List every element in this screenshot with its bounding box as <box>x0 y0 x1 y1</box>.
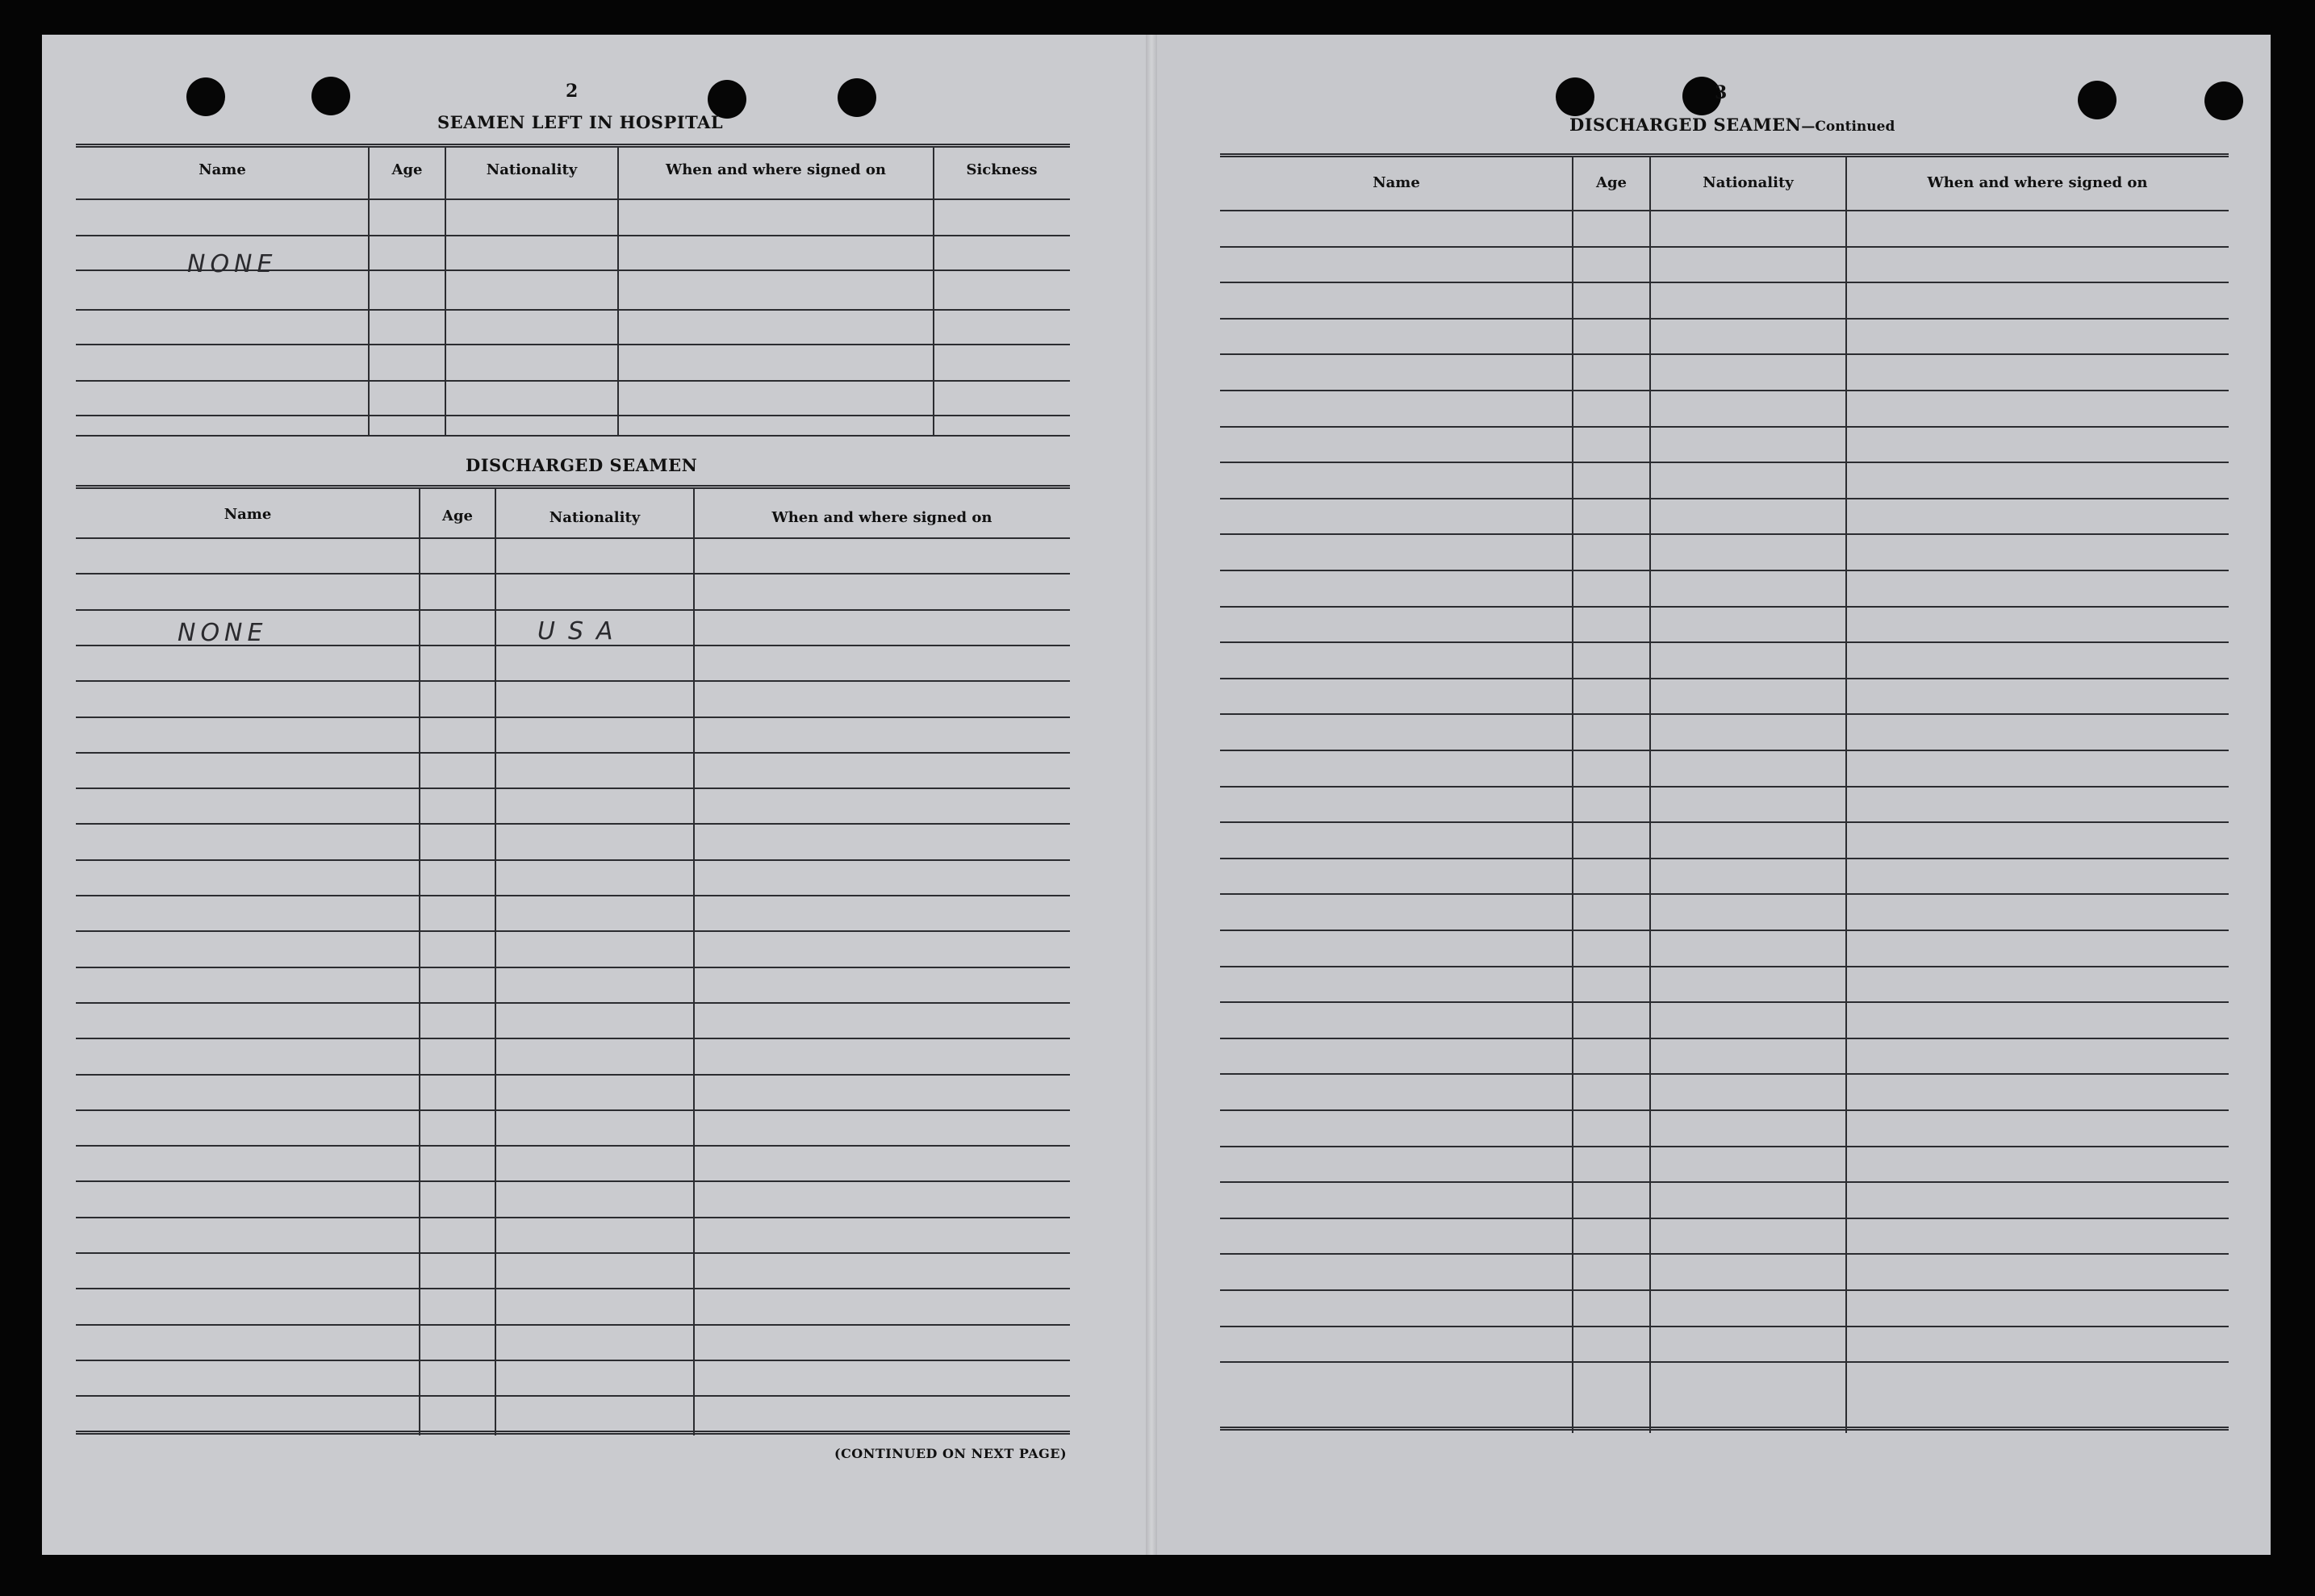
table-row-line <box>1220 498 2229 499</box>
table-row-line <box>76 1360 1070 1361</box>
punch-hole <box>311 77 350 115</box>
table-row-line <box>1220 462 2229 463</box>
table-row-line <box>1220 786 2229 788</box>
column-header-name: Name <box>198 161 246 178</box>
table-row-line <box>1220 570 2229 571</box>
punch-hole <box>1556 77 1594 116</box>
table-row-line <box>1220 1289 2229 1291</box>
table-row-line <box>76 573 1070 574</box>
table-row-line <box>1220 1181 2229 1183</box>
column-header-age: Age <box>391 161 423 178</box>
table-row-line <box>76 1217 1070 1218</box>
page-number-right: 3 <box>1715 82 1728 103</box>
table-bottom-rule <box>76 1431 1070 1435</box>
table-row-line <box>76 1324 1070 1326</box>
table-row-line <box>76 1180 1070 1182</box>
column-header-signed-on: When and where signed on <box>1927 174 2148 191</box>
column-header-sickness: Sickness <box>966 161 1038 178</box>
column-header-age: Age <box>441 508 473 524</box>
column-header-nationality: Nationality <box>486 161 578 178</box>
table-row-line <box>1220 966 2229 967</box>
discharged-section-title: DISCHARGED SEAMEN <box>466 455 698 475</box>
punch-hole <box>2204 81 2243 120</box>
table-row-line <box>1220 713 2229 715</box>
table-bottom-rule <box>1220 1427 2229 1431</box>
column-header-age: Age <box>1595 174 1627 191</box>
table-row-line <box>1220 1109 2229 1111</box>
table-row-line <box>76 967 1070 968</box>
punch-hole <box>2078 81 2117 119</box>
continued-suffix: —Continued <box>1801 119 1895 135</box>
table-row-line <box>76 1109 1070 1111</box>
table-row-line <box>1220 821 2229 823</box>
column-header-nationality: Nationality <box>1703 174 1794 191</box>
table-row-line <box>1220 1146 2229 1147</box>
table-row-line <box>1220 678 2229 679</box>
table-row-line <box>76 1288 1070 1289</box>
table-row-line <box>1220 1038 2229 1039</box>
discharged-entry-nationality: USA <box>537 617 626 646</box>
table-row-line <box>1220 1326 2229 1327</box>
discharged-table-left <box>76 485 1070 1439</box>
table-row-line <box>1220 1253 2229 1255</box>
column-header-name: Name <box>224 506 272 523</box>
table-row-line <box>1220 893 2229 895</box>
table-row-line <box>1220 1073 2229 1075</box>
table-row-line <box>76 609 1070 611</box>
continued-note: (CONTINUED ON NEXT PAGE) <box>834 1446 1068 1461</box>
table-row-line <box>1220 390 2229 391</box>
table-row-line <box>76 1145 1070 1147</box>
table-row-line <box>1220 930 2229 931</box>
table-row-line <box>1220 533 2229 535</box>
table-row-line <box>1220 1218 2229 1219</box>
discharged-continued-title-text: DISCHARGED SEAMEN <box>1569 115 1802 135</box>
table-row-line <box>1220 353 2229 355</box>
hospital-table <box>76 144 1070 437</box>
table-row-line <box>1220 1001 2229 1003</box>
table-row-line <box>76 930 1070 932</box>
table-row-line <box>76 537 1070 539</box>
table-row-line <box>76 1395 1070 1397</box>
table-row-line <box>1220 641 2229 643</box>
table-row-line <box>1220 210 2229 211</box>
column-header-signed-on: When and where signed on <box>771 509 992 526</box>
column-header-signed-on: When and where signed on <box>666 161 886 178</box>
table-row-line <box>1220 318 2229 320</box>
table-row-line <box>76 752 1070 754</box>
discharged-continued-title <box>1569 115 1895 135</box>
hospital-entry-name: NONE <box>187 250 278 278</box>
table-row-line <box>76 1002 1070 1004</box>
table-row-line <box>1220 246 2229 248</box>
table-row-line <box>76 1252 1070 1254</box>
table-row-line <box>76 823 1070 825</box>
page-spine <box>1146 35 1157 1555</box>
page-number-left: 2 <box>566 81 579 102</box>
discharged-entry-name: NONE <box>178 619 268 647</box>
table-row-line <box>76 680 1070 682</box>
table-row-line <box>1220 1361 2229 1363</box>
table-row-line <box>1220 282 2229 283</box>
table-row-line <box>76 1038 1070 1039</box>
table-row-line <box>76 859 1070 861</box>
hospital-section-title: SEAMEN LEFT IN HOSPITAL <box>437 112 724 132</box>
table-row-line <box>76 717 1070 718</box>
table-row-line <box>76 1074 1070 1076</box>
table-row-line <box>1220 606 2229 608</box>
punch-hole <box>838 78 876 117</box>
table-row-line <box>76 788 1070 789</box>
table-row-line <box>1220 858 2229 859</box>
discharged-table-right <box>1220 153 2229 1436</box>
table-row-line <box>76 895 1070 896</box>
column-header-name: Name <box>1373 174 1420 191</box>
punch-hole <box>186 77 225 116</box>
table-row-line <box>1220 426 2229 428</box>
table-row-line <box>1220 750 2229 751</box>
column-header-nationality: Nationality <box>549 509 641 526</box>
